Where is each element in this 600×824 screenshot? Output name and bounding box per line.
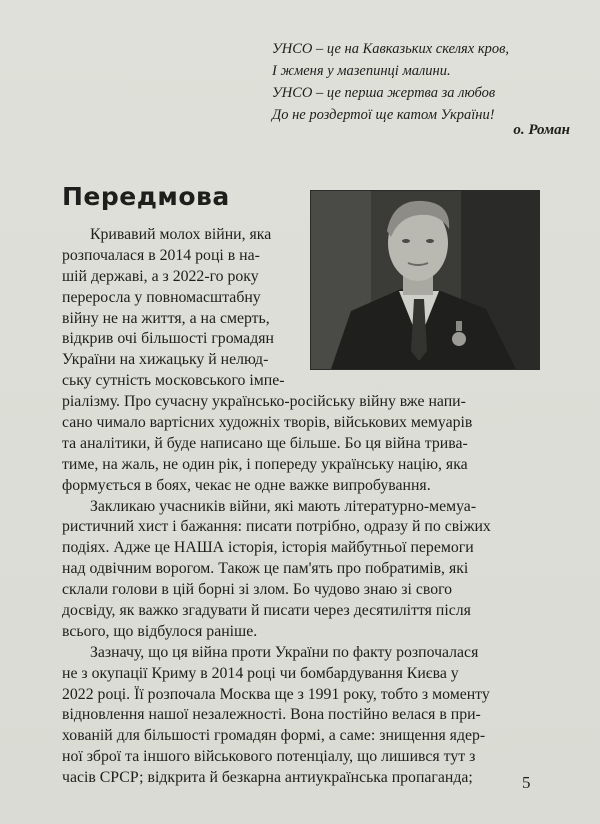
body-line: та аналітики, й буде написано ще більше. Бо ця війна трива- [62,434,468,452]
body-line: розпочалася в 2014 році в на- [62,246,260,264]
epigraph [272,38,572,126]
body-line: формується в боях, чекає не одне важке випробування. [62,476,431,494]
body-line: переросла у повномасштабну [62,288,261,306]
body-line: України на хижацьку й нелюд- [62,351,269,369]
page-number: 5 [522,773,531,792]
body-line: ську сутність московського імпе- [62,372,285,390]
body-line: Закликаю учасників війни, які мають літературно-мемуа- [90,497,477,515]
body-line: часів СРСР; відкрита й безкарна антиукраїнська пропаганда; [62,769,473,787]
body-line: ної зброї та іншого військового потенціалу, що лишився тут з [62,748,476,766]
epigraph-line: До не роздертої ще катом України! [272,107,495,123]
body-line: відкрив очі більшості громадян [62,330,274,348]
body-line: подіях. Адже це НАША історія, історія майбутньої перемоги [62,539,474,557]
body-line: Зазначу, що ця війна проти України по факту розпочалася [90,643,479,661]
body-line: склали голови в цій борні зі злом. Бо чудово знаю зі свого [62,581,453,599]
epigraph-author: о. Роман [513,122,570,138]
body-line: 2022 році. Її розпочала Москва ще з 1991 року, тобто з моменту [62,685,490,703]
body-line: досвіду, як важко згадувати й писати через десятиліття після [62,602,471,620]
body-line: війну не на життя, а на смерть, [62,309,270,327]
body-line: над одвічним ворогом. Також це пам'ять про побратимів, які [62,560,469,578]
body-line: ристичний хист і бажання: писати потрібно, одразу й по свіжих [62,518,491,536]
epigraph-line: УНСО – це перша жертва за любов [272,85,496,101]
body-line: Кривавий молох війни, яка [90,226,272,243]
section-heading: Передмова [62,182,230,211]
body-line: хованій для більшості громадян формі, а саме: знищення ядер- [62,727,486,745]
body-line: не з окупації Криму в 2014 році чи бомбардування Києва у [62,664,459,682]
body-line: тиме, на жаль, не один рік, і попереду українську націю, яка [62,455,468,473]
body-line: всього, що відбулося раніше. [62,622,258,640]
body-line: шій державі, а з 2022-го року [62,267,259,285]
epigraph-line: УНСО – це на Кавказьких скелях кров, [272,41,510,57]
body-line: відновлення нашої незалежності. Вона постійно велася в при- [62,706,481,724]
body-text [62,225,540,789]
body-line: сано чимало вартісних художніх творів, військових мемуарів [62,414,473,432]
epigraph-line: І жменя у мазепинці малини. [272,63,451,79]
body-line: ріалізму. Про сучасну українсько-російську війну вже напи- [62,393,466,411]
